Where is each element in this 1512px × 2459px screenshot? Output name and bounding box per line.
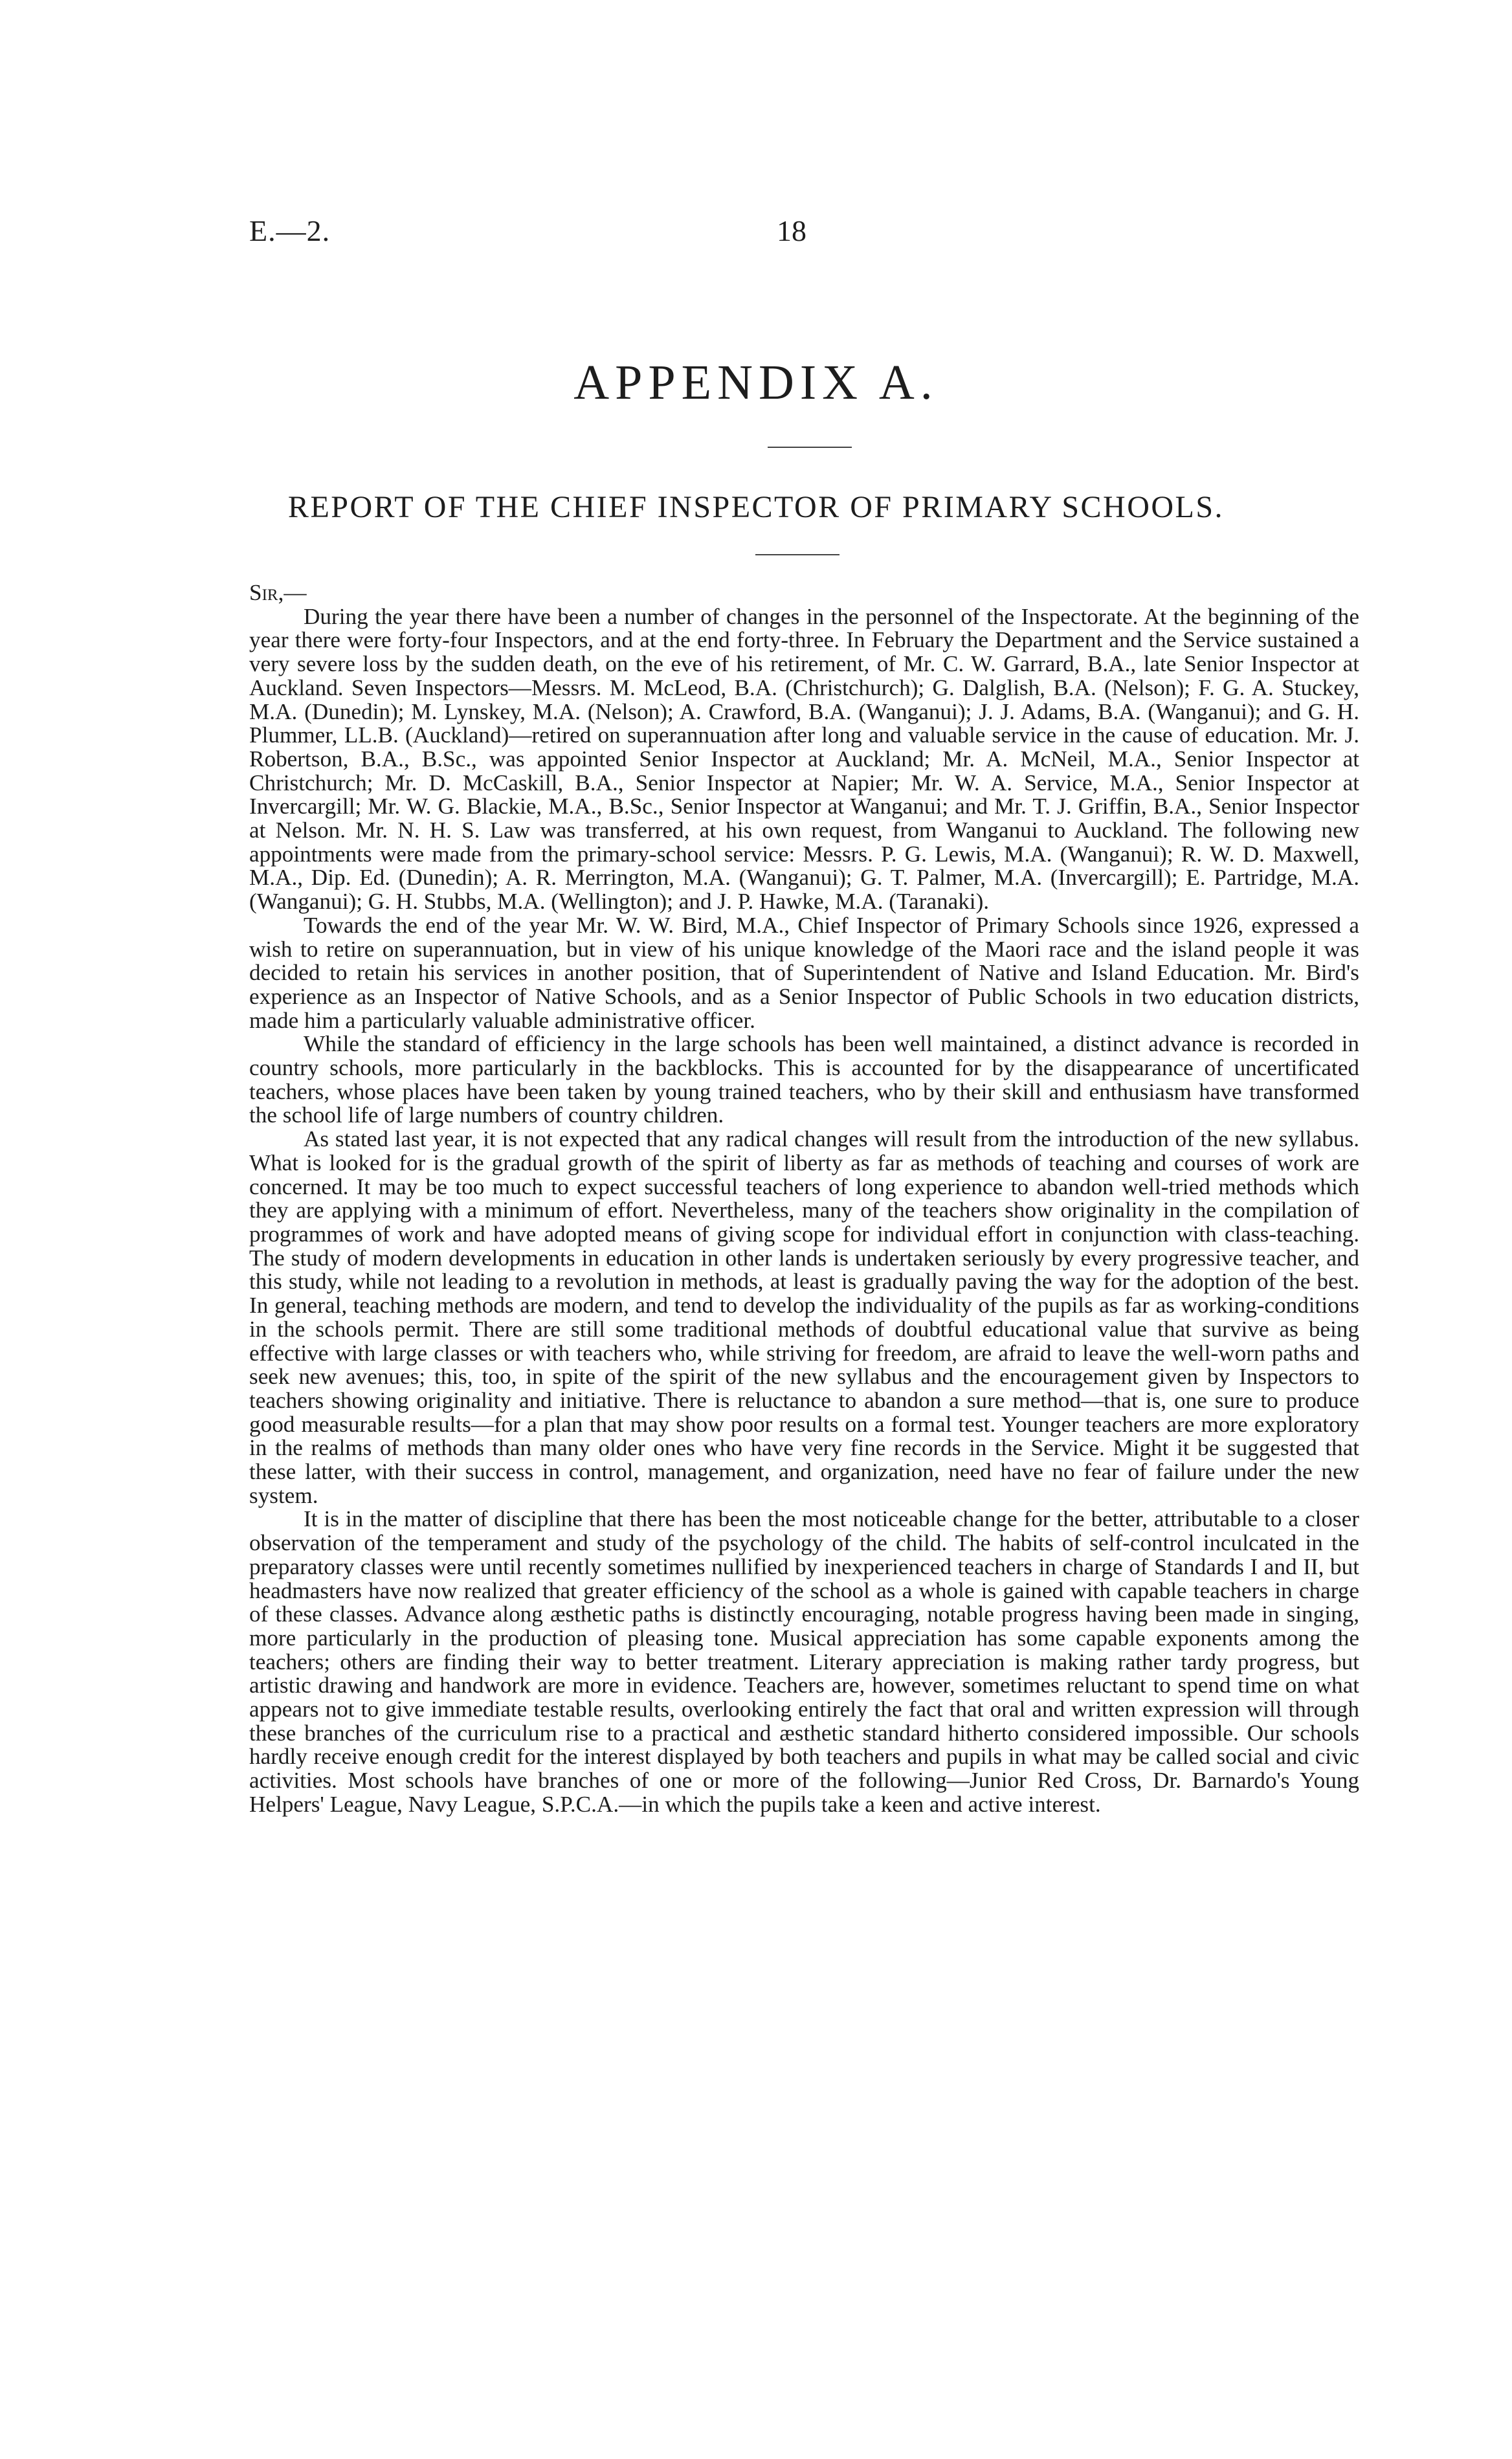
page-header	[249, 214, 1359, 252]
paragraph-syllabus: As stated last year, it is not expected that any radical changes will result from the introduction of the new syllabus. What is looked for is the gradual growth of the spirit of liberty as far as methods of teaching and courses of work are concerned. It may be too much to expect successful teachers of long experience to abandon well-tried methods which they are applying with a minimum of effort. Nevertheless, many of the teachers show originality in the compilation of programmes of work and have adopted means of giving scope for individual effort in conjunction with class-teaching. The study of modern developments in education in other lands is undertaken seriously by every progressive teacher, and this study, while not leading to a revolution in methods, at least is gradually paving the way for the adoption of the best. In general, teaching methods are modern, and tend to develop the individuality of the pupils as far as working-conditions in the schools permit. There are still some traditional methods of doubtful educational value that survive as being effective with large classes or with teachers who, while striving for freedom, are afraid to leave the well-worn paths and seek new avenues; this, too, in spite of the spirit of the new syllabus and the encouragement given by Inspectors to teachers showing originality and initiative. There is reluctance to abandon a sure method—that is, one sure to produce good measurable results—for a plan that may show poor results on a formal test. Younger teachers are more exploratory in the realms of methods than many older ones who have very fine records in the Service. Might it be suggested that these latter, with their success in control, management, and organization, need have no fear of failure under the new system.	[249, 1126, 1359, 1508]
paragraph-personnel: During the year there have been a number of changes in the personnel of the Inspectorate. At the beginning of the year there were forty-four Inspectors, and at the end forty-three. In February the Department and the Service sustained a very severe loss by the sudden death, on the eve of his retirement, of Mr. C. W. Garrard, B.A., late Senior Inspector at Auckland. Seven Inspectors—Messrs. M. McLeod, B.A. (Christchurch); G. Dalglish, B.A. (Nelson); F. G. A. Stuckey, M.A. (Dunedin); M. Lynskey, M.A. (Nelson); A. Crawford, B.A. (Wanganui); J. J. Adams, B.A. (Wanganui); and G. H. Plummer, LL.B. (Auckland)—retired on superannuation after long and valuable service in the cause of education. Mr. J. Robertson, B.A., B.Sc., was appointed Senior Inspector at Auckland; Mr. A. McNeil, M.A., Senior Inspector at Christchurch; Mr. D. McCaskill, B.A., Senior Inspector at Napier; Mr. W. A. Service, M.A., Senior Inspector at Invercargill; Mr. W. G. Blackie, M.A., B.Sc., Senior Inspector at Wanganui; and Mr. T. J. Griffin, B.A., Senior Inspector at Nelson. Mr. N. H. S. Law was transferred, at his own request, from Wanganui to Auckland. The following new appointments were made from the primary-school service: Messrs. P. G. Lewis, M.A. (Wanganui); R. W. D. Maxwell, M.A., Dip. Ed. (Dunedin); A. R. Merrington, M.A. (Wanganui); G. T. Palmer, M.A. (Invercargill); E. Partridge, M.A. (Wanganui); G. H. Stubbs, M.A. (Wellington); and J. P. Hawke, M.A. (Taranaki).	[249, 603, 1359, 915]
report-body	[249, 581, 1359, 1817]
title-divider	[768, 447, 852, 448]
report-title: REPORT OF THE CHIEF INSPECTOR OF PRIMARY SCHOOLS.	[287, 490, 1225, 524]
document-reference: E.—2.	[249, 214, 331, 247]
paragraph-chief-inspector: Towards the end of the year Mr. W. W. Bird, M.A., Chief Inspector of Primary Schools since 1926, expressed a wish to retire on superannuation, but in view of his unique knowledge of the Maori race and the island people it was decided to retain his services in another position, that of Superintendent of Native and Island Education. Mr. Bird's experience as an Inspector of Native Schools, and as a Senior Inspector of Public Schools in two education districts, made him a particularly valuable administrative officer.	[249, 912, 1359, 1033]
salutation: Sir,—	[249, 580, 307, 605]
page-number: 18	[777, 214, 806, 247]
report-title-divider	[755, 554, 839, 555]
paragraph-efficiency: While the standard of efficiency in the large schools has been well maintained, a distinct advance is recorded in country schools, more particularly in the backblocks. This is accounted for by the disappearance of uncertificated teachers, whose places have been taken by young trained teachers, who by their skill and enthusiasm have transformed the school life of large numbers of country children.	[249, 1031, 1359, 1128]
appendix-title: APPENDIX A.	[573, 355, 939, 410]
paragraph-discipline: It is in the matter of discipline that there has been the most noticeable change for the better, attributable to a closer observation of the temperament and study of the psychology of the child. The habits of self-control inculcated in the preparatory classes were until recently sometimes nullified by inexperienced teachers in charge of Standards I and II, but headmasters have now realized that greater efficiency of the school as a whole is gained with capable teachers in charge of these classes. Advance along æsthetic paths is distinctly encouraging, notable progress having been made in singing, more particularly in the production of pleasing tone. Musical appreciation has some capable exponents among the teachers; others are finding their way to better treatment. Literary appreciation is making rather tardy progress, but artistic drawing and handwork are more in evidence. Teachers are, however, sometimes reluctant to spend time on what appears not to give immediate testable results, overlooking entirely the fact that oral and written expression will through these branches of the curriculum rise to a practical and æsthetic standard hitherto considered impossible. Our schools hardly receive enough credit for the interest displayed by both teachers and pupils in what may be called social and civic activities. Most schools have branches of one or more of the following—Junior Red Cross, Dr. Barnardo's Young Helpers' League, Navy League, S.P.C.A.—in which the pupils take a keen and active interest.	[249, 1506, 1359, 1817]
